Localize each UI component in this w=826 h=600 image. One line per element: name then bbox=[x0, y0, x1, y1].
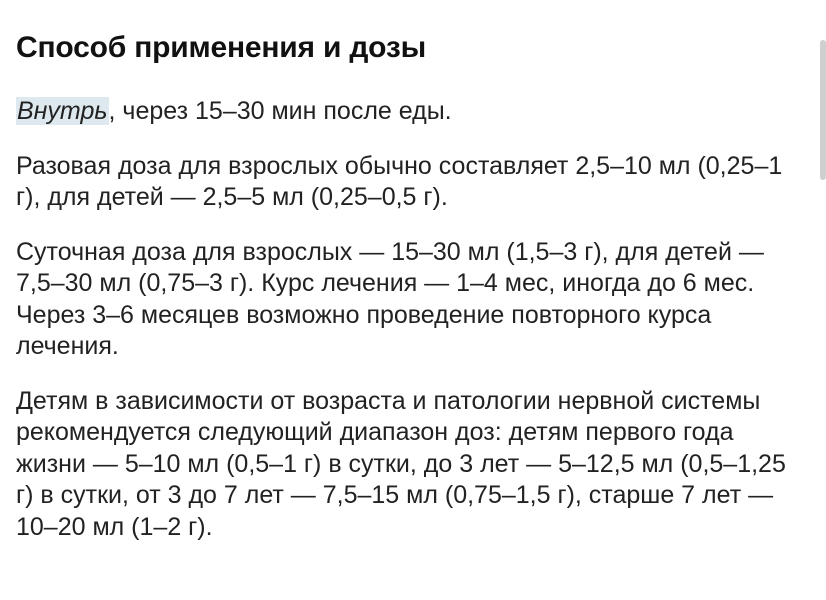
paragraph-administration bbox=[16, 96, 796, 128]
scrollbar-thumb[interactable] bbox=[820, 40, 826, 180]
article-content bbox=[16, 22, 796, 543]
vertical-scrollbar[interactable] bbox=[820, 40, 826, 180]
paragraph-text: , через 15–30 мин после еды. bbox=[108, 97, 452, 125]
paragraph-single-dose: Разовая доза для взрослых обычно составляет 2,5–10 мл (0,25–1 г), для детей — 2,5–5 мл (0,25–0,5 г). bbox=[16, 151, 783, 211]
paragraph-children-dose: Детям в зависимости от возраста и патологии нервной системы рекомендуется следующий диапазон доз: детям первого года жизни — 5–10 мл (0,5–1 г) в сутки, до 3 лет — 5–12,5 мл (0,5–1,25 г) в сутки, от 3 до 7 лет — 7,5–15 мл (0,75–1,5 г), старше 7 лет — 10–20 мл (1–2 г). bbox=[16, 386, 786, 541]
paragraph-daily-dose: Суточная доза для взрослых — 15–30 мл (1,5–3 г), для детей — 7,5–30 мл (0,75–3 г). Курс лечения — 1–4 мес, иногда до 6 мес. Через 3–6 месяцев возможно проведение повторного курса лечения. bbox=[16, 237, 764, 360]
highlighted-word[interactable]: Внутрь bbox=[17, 97, 108, 125]
section-title: Способ применения и дозы bbox=[16, 31, 427, 64]
